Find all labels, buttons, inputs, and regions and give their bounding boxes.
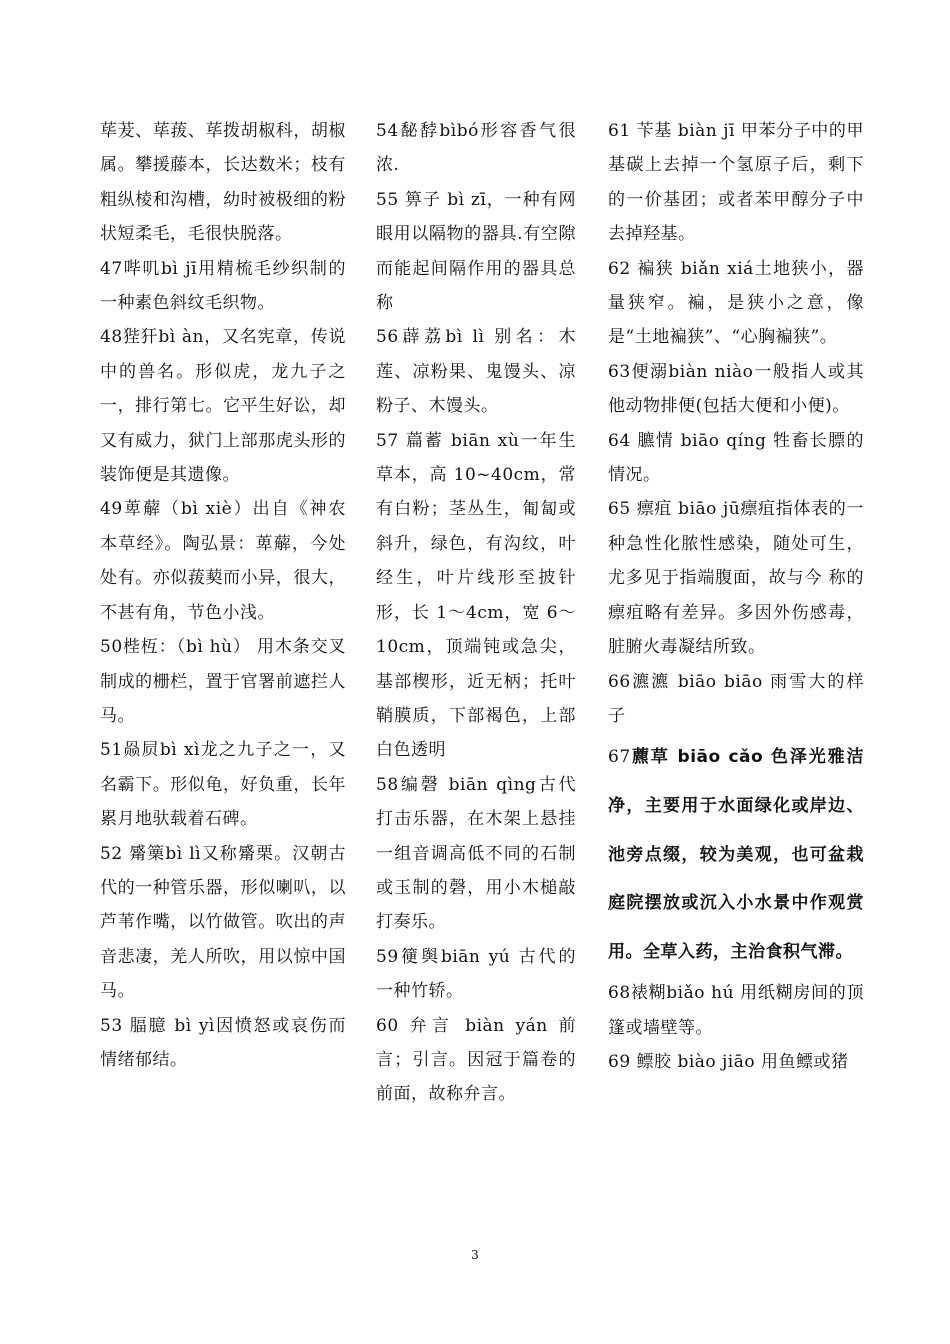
column-2 [376,114,576,1112]
entry-60: 60 弁言 biàn yán 前言；引言。因冠于篇卷的前面，故称弁言。 [376,1015,576,1105]
entry-69: 69 鳔胶 biào jiāo 用鱼鳔或猪 [608,1052,849,1073]
entry-57: 57 萹蓄 biān xù一年生草本，高 10~40cm，常有白粉；茎丛生，匍匐或斜升，绿色，有沟纹，叶经生，叶片线形至披针形，长 1～4cm，宽 6～10cm，顶端钝或急尖，基部楔形，近无柄；托叶鞘膜质，下部褐色，上部白色透明 [376,430,576,761]
entry-67 [608,733,864,976]
entry-66: 66瀌瀌 biāo biāo 雨雪大的样子 [608,671,864,726]
entry-51: 51赑屃bì xì龙之九子之一，又名霸下。形似龟，好负重，长年累月地驮载着石碑。 [100,740,346,830]
entry-67-number: 67 [608,747,631,768]
entry-52: 52 觱篥bì lì又称觱栗。汉朝古代的一种管乐器，形似喇叭，以芦苇作嘴，以竹做管。吹出的声音悲凄，羌人所吹，用以惊中国马。 [100,843,346,1002]
entry-47: 47哔叽bì jī用精梳毛纱织制的一种素色斜纹毛织物。 [100,258,346,314]
entry-49: 49萆薢（bì xiè）出自《神农本草经》。陶弘景：萆薢，今处处有。亦似菝葜而小异，很大，不甚有角，节色小浅。 [100,499,346,623]
entry-68: 68裱糊biǎo hú 用纸糊房间的顶篷或墙壁等。 [608,983,864,1038]
entry-65: 65 瘭疽 biāo jū瘭疽指体表的一种急性化脓性感染，随处可生，尤多见于指端腹面，故与今 称的瘭疽略有差异。多因外伤感毒，脏腑火毒凝结所致。 [608,499,864,658]
column-1 [100,114,346,1077]
entry-62: 62 褊狭 biǎn xiá土地狭小，器量狭窄。褊，是狭小之意，像是“土地褊狭”、“心胸褊狭”。 [608,258,864,348]
entry-text: 荜茇、荜菝、荜拨胡椒科，胡椒属。攀援藤本，长达数米；枝有粗纵棱和沟槽，幼时被极细的粉状短柔毛，毛很快脱落。 [100,121,346,245]
entry-48: 48狴犴bì àn，又名宪章，传说中的兽名。形似虎，龙九子之一，排行第七。它平生好讼，却又有威力，狱门上部那虎头形的装饰便是其遗像。 [100,327,346,486]
entry-54: 54馝馞bìbó形容香气很浓. [376,121,576,176]
entry-53: 53 腷臆 bì yì因愤怒或哀伤而情绪郁结。 [100,1015,346,1070]
entry-61: 61 苄基 biàn jī 甲苯分子中的甲基碳上去掉一个氢原子后，剩下的一价基团；或者苯甲醇分子中去掉羟基。 [608,121,864,245]
page-number: 3 [471,1248,479,1262]
entry-56: 56薜荔bì lì 别名：木莲、凉粉果、鬼馒头、凉粉子、木馒头。 [376,327,576,417]
entry-55: 55 箅子 bì zī，一种有网眼用以隔物的器具.有空隙而能起间隔作用的器具总称 [376,189,576,314]
column-3 [608,114,864,1080]
entry-63: 63便溺biàn niào一般指人或其他动物排便(包括大便和小便)。 [608,361,864,417]
entry-64: 64 臕情 biāo qíng 牲畜长膘的情况。 [608,430,864,486]
entry-67-text: 藨草 biāo cǎo 色泽光雅洁净，主要用于水面绿化或岸边、池旁点缀，较为美观，也可盆栽庭院摆放或沉入小水景中作观赏用。全草入药，主治食积气滞。 [608,747,864,962]
entry-58: 58编磬 biān qìng古代打击乐器，在木架上悬挂一组音调高低不同的石制或玉制的磬，用小木槌敲打奏乐。 [376,774,576,933]
entry-59: 59箯舆biān yú 古代的一种竹轿。 [376,946,576,1002]
entry-50: 50梐枑：（bì hù） 用木条交叉制成的栅栏，置于官署前遮拦人马。 [100,637,346,726]
